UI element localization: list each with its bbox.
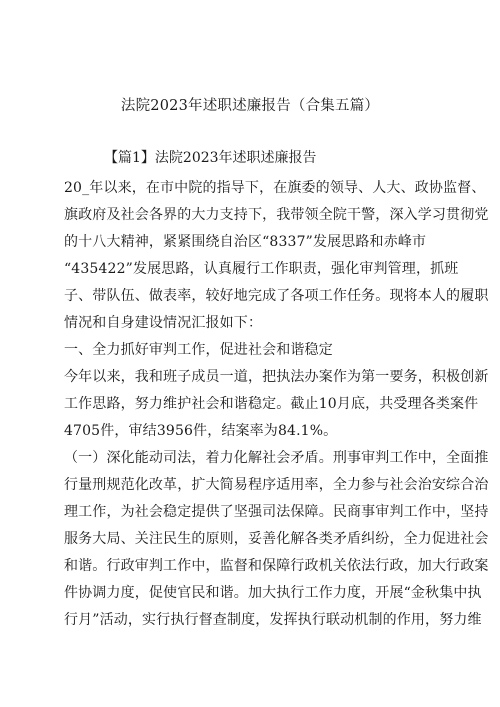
paragraph-line: 工作思路，努力维护社会和谐稳定。截止10月底，共受理各类案件 (64, 396, 479, 412)
paragraph-line: （一）深化能动司法，着力化解社会矛盾。刑事审判工作中，全面推 (64, 450, 489, 466)
document-title: 法院2023年述职述廉报告（合集五篇） (120, 98, 380, 114)
section-heading: 【篇1】法院2023年述职述廉报告 (104, 150, 317, 166)
paragraph-line: 和谐。行政审判工作中，监督和保障行政机关依法行政，加大行政案 (64, 558, 489, 574)
paragraph-line: 服务大局、关注民生的原则，妥善化解各类矛盾纠纷，全力促进社会 (64, 531, 489, 547)
subheading-line: 一、全力抓好审判工作，促进社会和谐稳定 (64, 342, 333, 358)
paragraph-line: 4705件，审结3956件，结案率为84.1%。 (64, 423, 338, 439)
paragraph-line: 今年以来，我和班子成员一道，把执法办案作为第一要务，积极创新 (64, 369, 489, 385)
paragraph-line: 理工作，为社会稳定提供了坚强司法保障。民商事审判工作中，坚持 (64, 504, 489, 520)
paragraph-line: “435422”发展思路，认真履行工作职责，强化审判管理，抓班 (64, 261, 459, 277)
paragraph-line: 20_年以来，在市中院的指导下，在旗委的领导、人大、政协监督、 (64, 180, 486, 196)
paragraph-line: 情况和自身建设情况汇报如下： (64, 315, 263, 331)
paragraph-line: 行量刑规范化改革，扩大简易程序适用率，全力参与社会治安综合治 (64, 477, 489, 493)
paragraph-line: 子、带队伍、做表率，较好地完成了各项工作任务。现将本人的履职 (64, 288, 489, 304)
paragraph-line: 旗政府及社会各界的大力支持下，我带领全院干警，深入学习贯彻党 (64, 207, 489, 223)
paragraph-line: 件协调力度，促使官民和谐。加大执行工作力度，开展“金秋集中执 (64, 585, 482, 601)
paragraph-line: 行月”活动，实行执行督查制度，发挥执行联动机制的作用，努力维 (64, 612, 482, 628)
paragraph-line: 的十八大精神，紧紧围绕自治区“8337”发展思路和赤峰市 (64, 234, 427, 250)
